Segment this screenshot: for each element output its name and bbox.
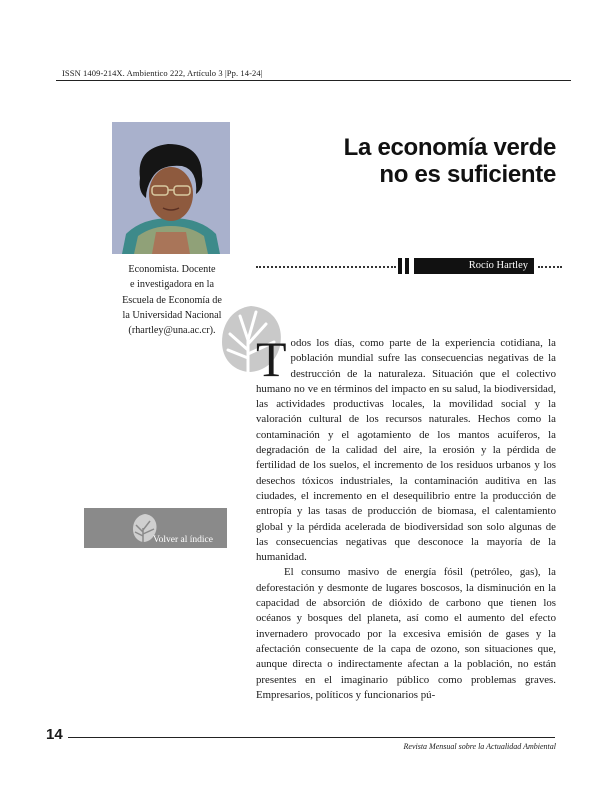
drop-cap: T: [256, 331, 287, 387]
double-bar-ornament: [398, 258, 410, 274]
author-bio: [110, 262, 234, 338]
author-bar: [256, 258, 558, 274]
footer-rule: [68, 737, 555, 738]
author-email: (rhartley@una.ac.cr).: [128, 325, 216, 337]
header-citation: ISSN 1409-214X. Ambientico 222, Artículo 3 |Pp. 14-24|: [62, 68, 263, 78]
author-name: Rocío Hartley: [414, 258, 534, 274]
back-to-index-label: Volver al índice: [153, 535, 213, 545]
dotted-divider: [538, 266, 562, 268]
dotted-divider: [256, 266, 396, 268]
author-portrait-image: [112, 122, 230, 254]
paragraph: El consumo masivo de energía fósil (petróleo, gas), la deforestación y desmonte de lugares boscosos, la disminución en la capacidad de absorción de dióxido de carbono que tienen los océanos y bosques del planeta, así como el aumento del efecto invernadero provocado por la excesiva emisión de gases y la afectación consecuente de la capa de ozono, son situaciones que, aunque directa o indirectamente afectan a la población, no están presentes en el imaginario público como problemas graves. Empresarios, políticos y funcionarios pú-: [256, 566, 556, 701]
back-to-index-button[interactable]: [84, 508, 227, 548]
bio-line: Escuela de Economía de: [122, 294, 222, 306]
paragraph: [256, 331, 556, 565]
bio-line: la Universidad Nacional: [122, 309, 222, 321]
journal-name: Revista Mensual sobre la Actualidad Ambiental: [403, 742, 556, 751]
article-title: [344, 134, 556, 188]
bio-line: e investigadora en la: [129, 279, 214, 291]
bio-line: Economista. Docente: [128, 264, 216, 275]
title-line: La economía verde: [343, 134, 556, 161]
author-photo: [112, 122, 230, 254]
page-number: 14: [46, 726, 63, 743]
article-body: [256, 331, 556, 703]
paragraph-text: odos los días, como parte de la experiencia cotidiana, la población mundial sufre las consecuencias negativas de la destrucción de la naturaleza. Situación que el colectivo humano no ve en términos del impacto en su salud, la biodiversidad, las actividades productivas locales, la movilidad social y la valoración cultural de los recursos naturales. Hechos como la contaminación y el agotamiento de los mantos acuíferos, la degradación de la calidad del aire, la erosión y la pérdida de fertilidad de los suelos, el incremento de los residuos urbanos y los desechos tóxicos industriales, la contaminación auditiva en las ciudades, el incremento en el desequilibrio entre la producción de entropía y las tasas de producción de biomasa, el calentamiento global y la pérdida acelerada de biodiversidad son solo algunas de las consecuencias negativas que desconoce la mayoría de la humanidad.: [256, 337, 556, 564]
title-line: no es suficiente: [379, 161, 556, 188]
header-rule: [56, 80, 571, 81]
